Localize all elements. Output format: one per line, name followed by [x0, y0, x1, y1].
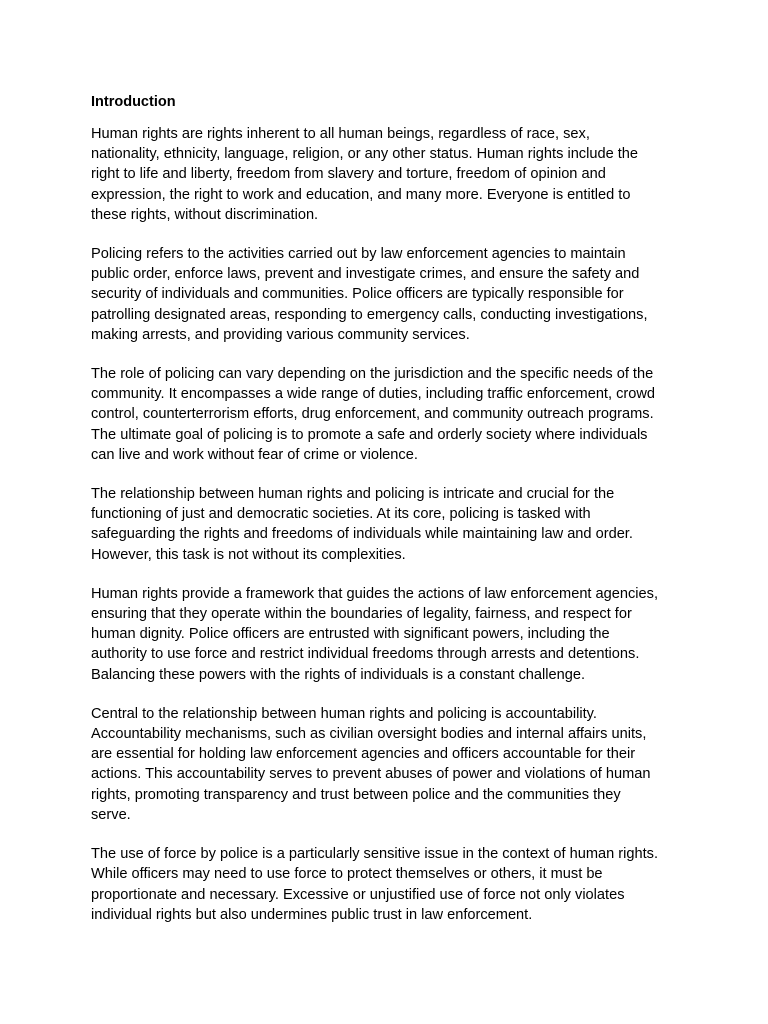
- paragraph: [91, 844, 691, 925]
- text-line: control, counterterrorism efforts, drug enforcement, and community outreach programs.: [91, 406, 654, 423]
- text-line: these rights, without discrimination.: [91, 206, 319, 223]
- text-line: Human rights provide a framework that guides the actions of law enforcement agencies,: [91, 585, 659, 602]
- text-line: can live and work without fear of crime or violence.: [91, 446, 418, 463]
- text-line: Balancing these powers with the rights of individuals is a constant challenge.: [91, 666, 586, 683]
- text-line: The relationship between human rights and policing is intricate and crucial for the: [91, 486, 615, 503]
- document-body: [91, 92, 691, 944]
- paragraph: [91, 124, 691, 225]
- text-line: security of individuals and communities. Police officers are typically responsible for: [91, 286, 624, 303]
- text-line: ensuring that they operate within the boundaries of legality, fairness, and respect for: [91, 606, 632, 623]
- text-line: The role of policing can vary depending on the jurisdiction and the specific needs of the: [91, 366, 654, 383]
- text-line: authority to use force and restrict individual freedoms through arrests and detentions.: [91, 646, 640, 663]
- text-line: Accountability mechanisms, such as civilian oversight bodies and internal affairs units,: [91, 726, 647, 743]
- text-line: The ultimate goal of policing is to promote a safe and orderly society where individuals: [91, 426, 648, 443]
- text-line: actions. This accountability serves to prevent abuses of power and violations of human: [91, 766, 651, 783]
- text-line: functioning of just and democratic societies. At its core, policing is tasked with: [91, 506, 591, 523]
- text-line: public order, enforce laws, prevent and investigate crimes, and ensure the safety and: [91, 266, 640, 283]
- text-line: While officers may need to use force to protect themselves or others, it must be: [91, 866, 603, 883]
- text-line: community. It encompasses a wide range of duties, including traffic enforcement, crowd: [91, 386, 656, 403]
- paragraph: [91, 364, 691, 465]
- text-line: However, this task is not without its complexities.: [91, 546, 406, 563]
- text-line: making arrests, and providing various community services.: [91, 326, 470, 343]
- text-line: Central to the relationship between human rights and policing is accountability.: [91, 705, 597, 722]
- text-line: patrolling designated areas, responding to emergency calls, conducting investigations,: [91, 306, 648, 323]
- text-line: human dignity. Police officers are entrusted with significant powers, including the: [91, 626, 610, 643]
- text-line: nationality, ethnicity, language, religion, or any other status. Human rights include the: [91, 146, 639, 163]
- text-line: proportionate and necessary. Excessive or unjustified use of force not only violates: [91, 886, 625, 903]
- text-line: are essential for holding law enforcement agencies and officers accountable for their: [91, 746, 636, 763]
- text-line: right to life and liberty, freedom from slavery and torture, freedom of opinion and: [91, 166, 606, 183]
- text-line: serve.: [91, 806, 131, 823]
- text-line: expression, the right to work and education, and many more. Everyone is entitled to: [91, 186, 631, 203]
- paragraph: [91, 704, 691, 825]
- section-heading: Introduction: [91, 94, 176, 110]
- paragraph-list: [91, 124, 691, 925]
- text-line: individual rights but also undermines public trust in law enforcement.: [91, 906, 533, 923]
- text-line: Policing refers to the activities carried out by law enforcement agencies to maintain: [91, 246, 626, 263]
- text-line: rights, promoting transparency and trust between police and the communities they: [91, 786, 621, 803]
- text-line: safeguarding the rights and freedoms of individuals while maintaining law and order.: [91, 526, 633, 543]
- paragraph: [91, 244, 691, 345]
- paragraph: [91, 484, 691, 565]
- text-line: Human rights are rights inherent to all human beings, regardless of race, sex,: [91, 126, 590, 142]
- paragraph: [91, 584, 691, 685]
- text-line: The use of force by police is a particularly sensitive issue in the context of human rights.: [91, 846, 659, 863]
